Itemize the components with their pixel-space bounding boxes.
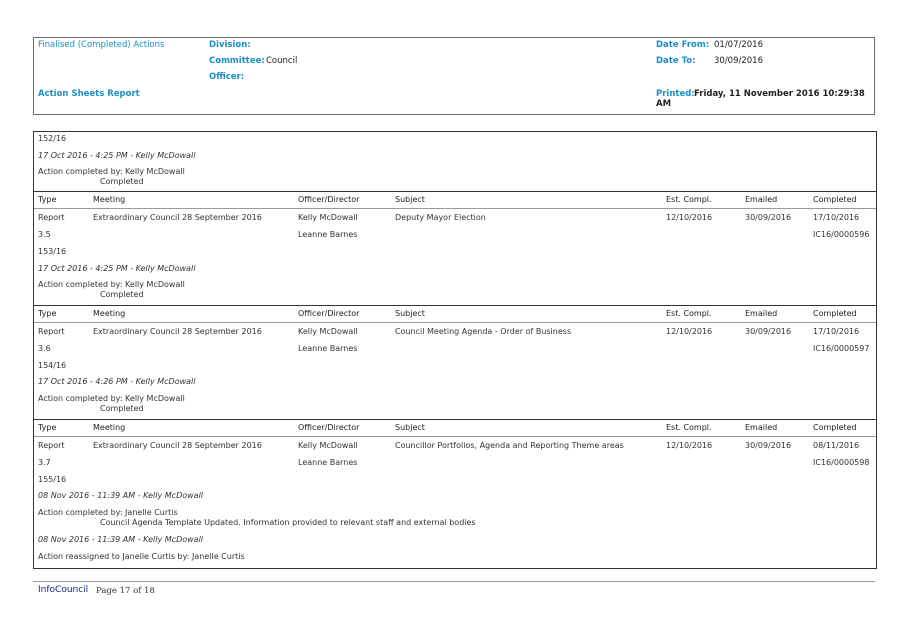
date-to-value: 30/09/2016 — [714, 56, 763, 66]
col-type: Type — [38, 195, 57, 204]
col-est-compl: Est. Compl. — [666, 309, 712, 318]
col-subject: Subject — [395, 423, 425, 432]
col-type: Type — [38, 423, 57, 432]
record-meeting: Extraordinary Council 28 September 2016 — [93, 213, 262, 222]
record-officer: Kelly McDowall — [298, 441, 358, 450]
col-emailed: Emailed — [745, 309, 778, 318]
col-officer: Officer/Director — [298, 195, 360, 204]
record-completed-by: Action completed by: Kelly McDowall — [38, 280, 185, 289]
col-meeting: Meeting — [93, 195, 126, 204]
col-officer: Officer/Director — [298, 309, 360, 318]
record-doc-ref: IC16/0000596 — [813, 230, 870, 239]
col-meeting: Meeting — [93, 309, 126, 318]
record-ref: 155/16 — [38, 475, 67, 484]
actions-table — [33, 131, 877, 569]
col-type: Type — [38, 309, 57, 318]
page-number: Page 17 of 18 — [96, 586, 155, 596]
printed-value-ampm: AM — [656, 99, 672, 109]
record-note-header: 17 Oct 2016 - 4:26 PM - Kelly McDowall — [38, 377, 196, 386]
col-subject: Subject — [395, 195, 425, 204]
header-underline — [34, 436, 876, 437]
divider — [34, 419, 876, 420]
record-item: 3.6 — [38, 344, 51, 353]
record-type: Report — [38, 441, 65, 450]
record-ref: 154/16 — [38, 361, 67, 370]
record-completed: 17/10/2016 — [813, 213, 860, 222]
record-completed-by: Action completed by: Janelle Curtis — [38, 508, 178, 517]
record-est-compl: 12/10/2016 — [666, 327, 713, 336]
col-est-compl: Est. Compl. — [666, 195, 712, 204]
record-completed-note: Completed — [100, 404, 144, 413]
printed-value: Friday, 11 November 2016 10:29:38 — [694, 89, 865, 99]
record-item: 3.5 — [38, 230, 51, 239]
record-subject: Deputy Mayor Election — [395, 213, 486, 222]
record-meeting: Extraordinary Council 28 September 2016 — [93, 441, 262, 450]
record-doc-ref: IC16/0000597 — [813, 344, 870, 353]
record-type: Report — [38, 327, 65, 336]
record-completed: 08/11/2016 — [813, 441, 860, 450]
col-est-compl: Est. Compl. — [666, 423, 712, 432]
col-officer: Officer/Director — [298, 423, 360, 432]
date-from-value: 01/07/2016 — [714, 40, 763, 50]
header-underline — [34, 208, 876, 209]
record-director: Leanne Barnes — [298, 344, 358, 353]
record-director: Leanne Barnes — [298, 458, 358, 467]
footer-brand: InfoCouncil — [38, 585, 89, 595]
top-completed-note: Completed — [100, 177, 144, 186]
date-to-label: Date To: — [656, 56, 696, 66]
top-completed-by: Action completed by: Kelly McDowall — [38, 167, 185, 176]
record-completed-note: Completed — [100, 290, 144, 299]
top-ref: 152/16 — [38, 134, 67, 143]
col-meeting: Meeting — [93, 423, 126, 432]
record-est-compl: 12/10/2016 — [666, 441, 713, 450]
footer-divider — [33, 581, 875, 582]
record-est-compl: 12/10/2016 — [666, 213, 713, 222]
col-completed: Completed — [813, 423, 857, 432]
committee-label: Committee: — [209, 56, 265, 66]
divider — [34, 305, 876, 306]
record-director: Leanne Barnes — [298, 230, 358, 239]
record-reassigned: Action reassigned to Janelle Curtis by: Janelle Curtis — [38, 552, 245, 561]
record-subject: Councillor Portfolios, Agenda and Reporting Theme areas — [395, 441, 624, 450]
record-type: Report — [38, 213, 65, 222]
col-completed: Completed — [813, 195, 857, 204]
officer-label: Officer: — [209, 72, 245, 82]
record-officer: Kelly McDowall — [298, 327, 358, 336]
divider — [34, 191, 876, 192]
top-note-header: 17 Oct 2016 - 4:25 PM - Kelly McDowall — [38, 151, 196, 160]
record-officer: Kelly McDowall — [298, 213, 358, 222]
col-completed: Completed — [813, 309, 857, 318]
printed-label: Printed: — [656, 89, 695, 99]
record-completed-by: Action completed by: Kelly McDowall — [38, 394, 185, 403]
record-emailed: 30/09/2016 — [745, 327, 792, 336]
record-note-header-2: 08 Nov 2016 - 11:39 AM - Kelly McDowall — [38, 535, 204, 544]
col-subject: Subject — [395, 309, 425, 318]
record-meeting: Extraordinary Council 28 September 2016 — [93, 327, 262, 336]
header-underline — [34, 322, 876, 323]
record-completed-note: Council Agenda Template Updated. Information provided to relevant staff and external bodies — [100, 518, 476, 527]
committee-value: Council — [266, 56, 298, 66]
record-completed: 17/10/2016 — [813, 327, 860, 336]
col-emailed: Emailed — [745, 195, 778, 204]
record-note-header: 08 Nov 2016 - 11:39 AM - Kelly McDowall — [38, 491, 204, 500]
record-doc-ref: IC16/0000598 — [813, 458, 870, 467]
report-title: Action Sheets Report — [38, 89, 140, 99]
report-type: Finalised (Completed) Actions — [38, 40, 165, 50]
date-from-label: Date From: — [656, 40, 710, 50]
record-subject: Council Meeting Agenda - Order of Business — [395, 327, 572, 336]
record-emailed: 30/09/2016 — [745, 441, 792, 450]
division-label: Division: — [209, 40, 251, 50]
col-emailed: Emailed — [745, 423, 778, 432]
record-note-header: 17 Oct 2016 - 4:25 PM - Kelly McDowall — [38, 264, 196, 273]
record-emailed: 30/09/2016 — [745, 213, 792, 222]
record-item: 3.7 — [38, 458, 51, 467]
record-ref: 153/16 — [38, 247, 67, 256]
